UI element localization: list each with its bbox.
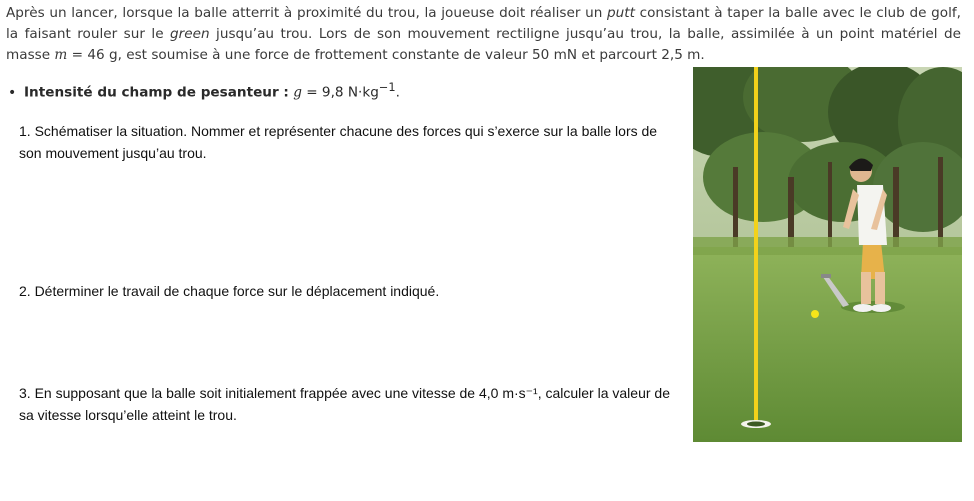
problem-statement [6,3,961,66]
bullet-icon: • [8,84,17,101]
golf-ball-icon [811,310,819,318]
question-3: 3. En supposant que la balle soit initialement frappée avec une vitesse de 4,0 m·s⁻¹, calculer la valeur de sa vitesse lorsqu’elle atteint le trou. [19,385,670,423]
gravity-end: . [395,84,400,101]
golf-photo [693,67,962,442]
question-1: 1. Schématiser la situation. Nommer et représenter chacune des forces qui s’exerce sur la balle lors de son mouvement jusqu’au trou. [19,123,658,161]
term-putt: putt [607,5,635,21]
term-green: green [170,26,210,42]
intro-text: jusqu’au trou. Lors de son mouvement rectiligne jusqu’au trou, la balle, assimilée à un point matériel de masse [6,26,962,63]
gravity-exponent: −1 [378,80,396,94]
intro-text: Après un lancer, lorsque la balle atterrit à proximité du trou, la joueuse doit réaliser un [6,5,608,21]
intro-text: , est soumise à une force de frottement constante de valeur 50 mN et parcourt 2,5 m. [117,47,705,63]
mass-symbol: m [54,47,68,63]
question-2: 2. Déterminer le travail de chaque force sur le déplacement indiqué. [19,283,440,299]
intro-text: consistant à taper la balle avec le club de golf, la faisant rouler sur le [6,5,961,42]
gravity-value: = 9,8 N·kg [301,84,379,101]
gravity-label: Intensité du champ de pesanteur : [24,84,289,101]
mass-value: = 46 g [67,47,118,63]
gravity-data-item [8,80,400,101]
fairway-strip [693,237,962,255]
gravity-symbol: g [293,84,302,101]
golf-photo-illustration [693,67,962,442]
